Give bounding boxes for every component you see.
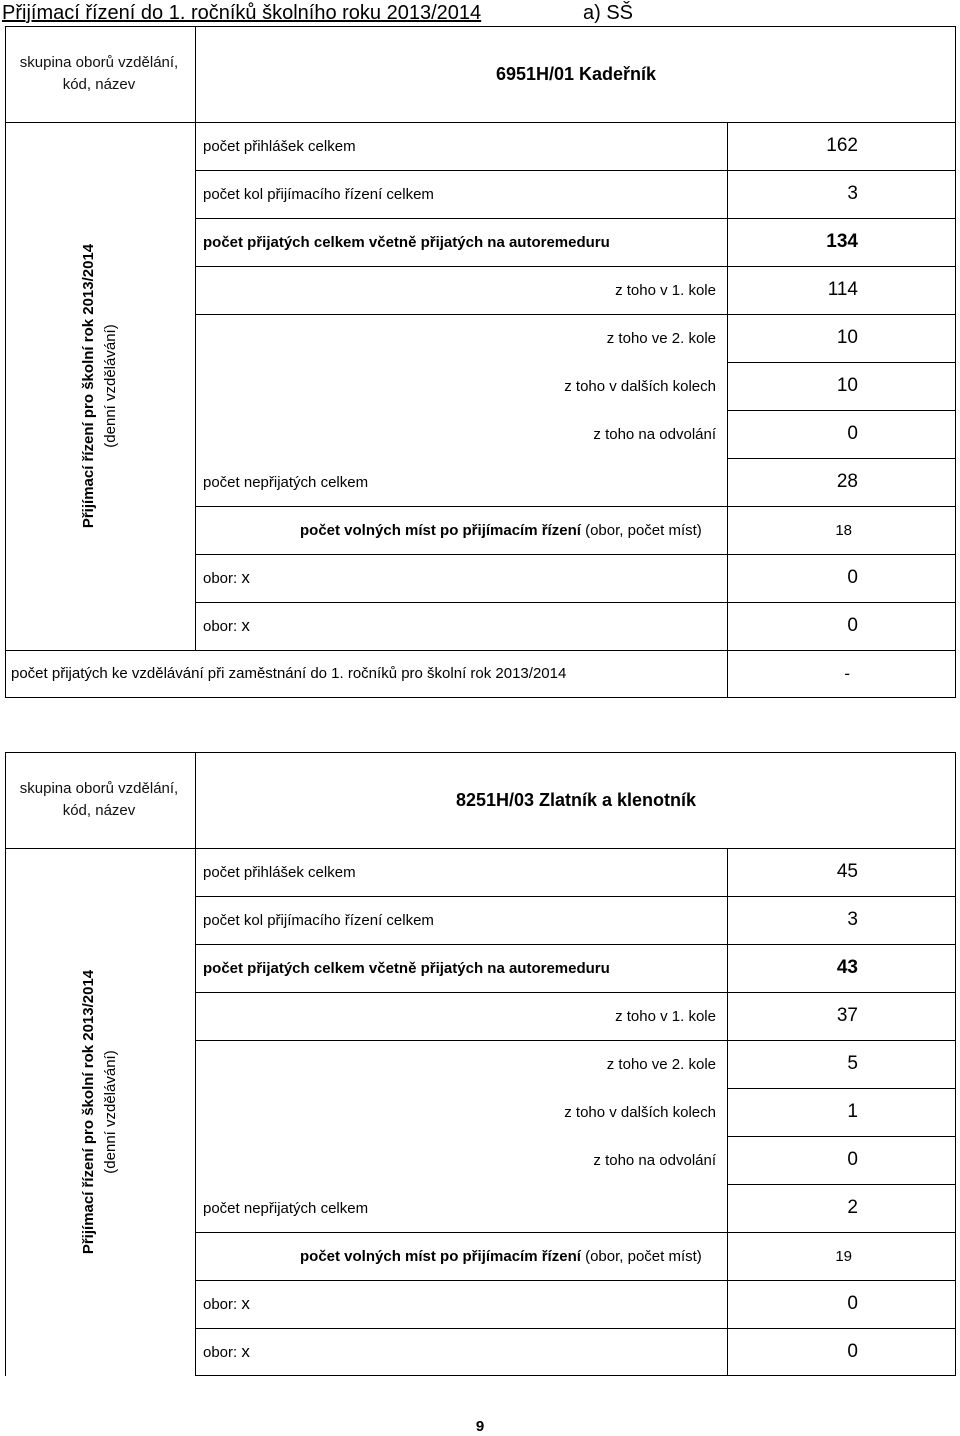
not-admitted-label: počet nepřijatých celkem: [203, 1199, 369, 1217]
group-label: [8, 778, 190, 822]
not-admitted-value: 2: [847, 1197, 858, 1218]
rounds-label: počet kol přijímacího řízení celkem: [203, 911, 434, 929]
field1-prefix: obor:: [203, 569, 242, 587]
field-code-name: 8251H/03 Zlatník a klenotník: [455, 790, 697, 810]
group-label-line2: kód, název: [62, 802, 136, 819]
field2-prefix: obor:: [203, 617, 242, 635]
round1-label: z toho v 1. kole: [615, 1007, 716, 1025]
document-title: [2, 0, 634, 26]
side-label: [70, 236, 130, 536]
other-rounds-value: 10: [836, 375, 858, 396]
free-places-label-rest: (obor, počet míst): [580, 521, 702, 539]
other-rounds-label: z toho v dalších kolech: [564, 377, 716, 395]
other-rounds-value: 1: [847, 1101, 858, 1122]
group-label-line2: kód, název: [62, 76, 136, 93]
admitted-value: 134: [826, 231, 858, 252]
field1-name: x: [241, 1294, 250, 1313]
field2-value: 0: [847, 615, 858, 636]
round1-value: 114: [827, 279, 858, 300]
round1-label: z toho v 1. kole: [615, 281, 716, 299]
free-places-label-bold: počet volných míst po přijímacím řízení: [300, 521, 581, 539]
applications-label: počet přihlášek celkem: [203, 137, 356, 155]
applications-label: počet přihlášek celkem: [203, 863, 356, 881]
appeal-label: z toho na odvolání: [593, 1151, 716, 1169]
employed-label: počet přijatých ke vzdělávání při zaměstnání do 1. ročníků pro školní rok 2013/2014: [11, 665, 567, 682]
side-label-line2: (denní vzdělávání): [102, 324, 119, 448]
applications-value: 45: [836, 861, 858, 882]
appeal-value: 0: [847, 1149, 858, 1170]
field2-prefix: obor:: [203, 1343, 242, 1361]
free-places-label: [300, 506, 724, 554]
field1-name: x: [241, 568, 250, 587]
employed-value: -: [844, 663, 850, 683]
rounds-value: 3: [847, 909, 858, 930]
field2-name: x: [241, 616, 250, 635]
round2-value: 5: [847, 1053, 858, 1074]
appeal-label: z toho na odvolání: [593, 425, 716, 443]
side-label: [70, 962, 130, 1262]
group-label: [8, 52, 190, 96]
field1-label: [203, 554, 723, 602]
title-main: Přijímací řízení do 1. ročníků školního roku 2013/2014: [2, 2, 482, 24]
rounds-label: počet kol přijímacího řízení celkem: [203, 185, 434, 203]
not-admitted-value: 28: [836, 471, 858, 492]
round1-value: 37: [836, 1005, 858, 1026]
field-code-name: 6951H/01 Kadeřník: [495, 64, 657, 84]
not-admitted-label: počet nepřijatých celkem: [203, 473, 369, 491]
field2-label: [203, 602, 723, 650]
group-label-line1: skupina oborů vzdělání,: [19, 780, 179, 797]
applications-value: 162: [826, 135, 858, 156]
appeal-value: 0: [847, 423, 858, 444]
free-places-label: [300, 1232, 724, 1280]
field2-name: x: [241, 1342, 250, 1361]
round2-value: 10: [836, 327, 858, 348]
field1-value: 0: [847, 567, 858, 588]
page-number: 9: [475, 1418, 485, 1435]
field1-prefix: obor:: [203, 1295, 242, 1313]
other-rounds-label: z toho v dalších kolech: [564, 1103, 716, 1121]
round2-label: z toho ve 2. kole: [606, 1055, 716, 1073]
field2-value: 0: [847, 1341, 858, 1362]
round2-label: z toho ve 2. kole: [606, 329, 716, 347]
free-places-label-bold: počet volných míst po přijímacím řízení: [300, 1247, 581, 1265]
side-label-line1: Přijímací řízení pro školní rok 2013/2014: [80, 243, 97, 529]
field1-value: 0: [847, 1293, 858, 1314]
free-places-value: 18: [835, 521, 852, 539]
rounds-value: 3: [847, 183, 858, 204]
admitted-value: 43: [836, 957, 858, 978]
side-label-line1: Přijímací řízení pro školní rok 2013/2014: [80, 969, 97, 1255]
field1-label: [203, 1280, 723, 1328]
free-places-label-rest: (obor, počet míst): [580, 1247, 702, 1265]
group-label-line1: skupina oborů vzdělání,: [19, 54, 179, 71]
admitted-label: počet přijatých celkem včetně přijatých na autoremeduru: [203, 233, 610, 251]
field2-label: [203, 1328, 723, 1376]
free-places-value: 19: [835, 1247, 852, 1265]
admitted-label: počet přijatých celkem včetně přijatých na autoremeduru: [203, 959, 610, 977]
title-section: a) SŠ: [583, 2, 634, 24]
side-label-line2: (denní vzdělávání): [102, 1050, 119, 1174]
